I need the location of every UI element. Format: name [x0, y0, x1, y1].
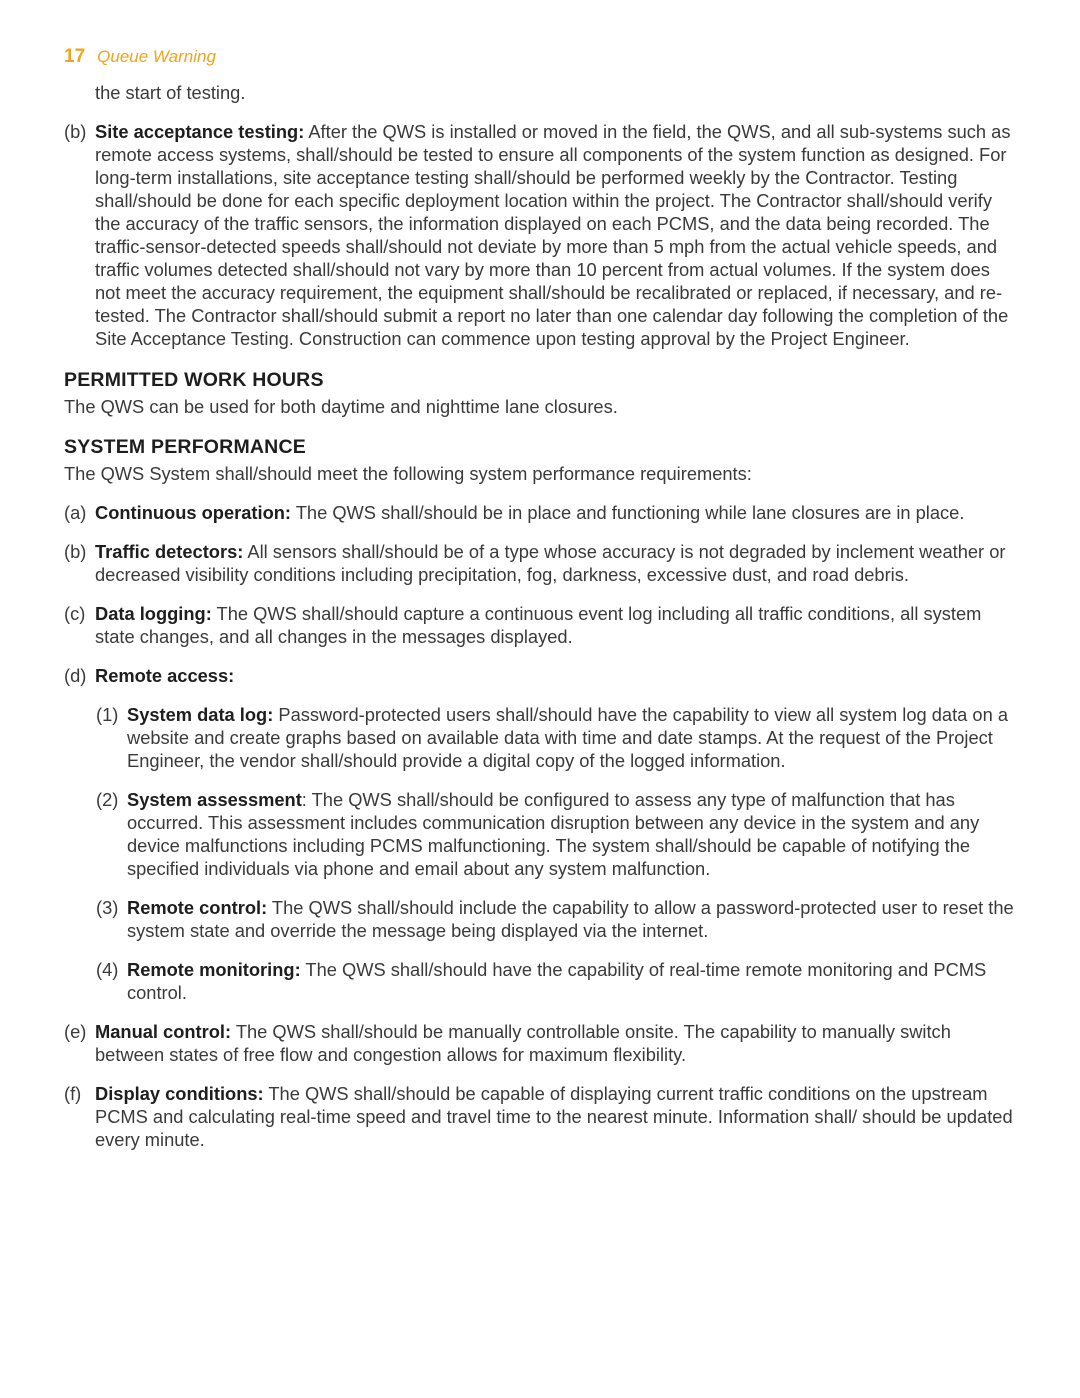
list-marker: (b) [64, 121, 87, 142]
list-item-manual-control [64, 1020, 1020, 1066]
list-item-continuous-operation [64, 501, 1020, 524]
description: The QWS shall/should be in place and functioning while lane closures are in place. [291, 502, 965, 523]
description: Password-protected users shall/should have the capability to view all system log data on a website and create graphs based on available data with time and date stamps. At the request of the Project Engineer, the vendor shall/should provide a digital copy of the logged information. [127, 704, 1008, 771]
list-item-body [95, 602, 1020, 648]
list-item-body [127, 788, 1020, 880]
list-marker: (f) [64, 1083, 82, 1104]
term: Traffic detectors: [95, 541, 244, 562]
list-item-body [95, 540, 1020, 586]
list-marker: (c) [64, 603, 86, 624]
section-heading-permitted-work-hours: PERMITTED WORK HOURS [64, 369, 324, 391]
running-title: Queue Warning [97, 47, 216, 66]
description: All sensors shall/should be of a type whose accuracy is not degraded by inclement weather or decreased visibility conditions including precipitation, fog, darkness, excessive dust, and road debris. [95, 541, 1006, 585]
term: Remote control: [127, 897, 268, 918]
description: : The QWS shall/should be configured to assess any type of malfunction that has occurred. This assessment includes communication disruption between any device in the system and any device malfunctions including PCMS malfunctioning. The system shall/should be capable of notifying the specified individuals via phone and email about any system malfunction. [127, 789, 980, 879]
term: Site acceptance testing: [95, 121, 305, 142]
performance-intro: The QWS System shall/should meet the following system performance requirements: [64, 463, 752, 484]
list-marker: (3) [96, 897, 119, 918]
list-item-body [127, 896, 1020, 942]
sub-item-system-assessment [96, 788, 1020, 880]
term: System data log: [127, 704, 274, 725]
description: The QWS shall/should be capable of displaying current traffic conditions on the upstream PCMS and calculating real-time speed and travel time to the nearest minute. Information shall/ should be updated every minute. [95, 1083, 1013, 1150]
term: Continuous operation: [95, 502, 291, 523]
list-marker: (e) [64, 1021, 87, 1042]
sub-item-remote-control [96, 896, 1020, 942]
continuation-text: the start of testing. [95, 82, 246, 103]
list-item-body [127, 958, 1020, 1004]
page-header [64, 46, 1020, 72]
list-marker: (d) [64, 665, 87, 686]
sub-item-system-data-log [96, 703, 1020, 772]
sub-item-remote-monitoring [96, 958, 1020, 1004]
list-item-body [95, 1020, 1020, 1066]
list-marker: (b) [64, 541, 87, 562]
term: Display conditions: [95, 1083, 264, 1104]
list-marker: (a) [64, 502, 87, 523]
list-item-site-acceptance [64, 120, 1020, 350]
list-item-body [95, 664, 1020, 687]
description: The QWS shall/should be manually controllable onsite. The capability to manually switch between states of free flow and congestion allows for maximum flexibility. [95, 1021, 951, 1065]
term: Remote monitoring: [127, 959, 301, 980]
section-heading-system-performance: SYSTEM PERFORMANCE [64, 436, 306, 458]
permitted-text: The QWS can be used for both daytime and nighttime lane closures. [64, 396, 618, 417]
list-item-body [95, 120, 1020, 350]
list-item-traffic-detectors [64, 540, 1020, 586]
description: After the QWS is installed or moved in the field, the QWS, and all sub-systems such as remote access systems, shall/should be tested to ensure all components of the system function as designed. For long-term installations, site acceptance testing shall/should be performed weekly by the Contractor. Testing shall/should be done for each specific deployment location within the project. The Contractor shall/should verify the accuracy of the traffic sensors, the information displayed on each PCMS, and the data being recorded. The traffic-sensor-detected speeds shall/should not deviate by more than 5 mph from the actual vehicle speeds, and traffic volumes detected shall/should not vary by more than 10 percent from actual volumes. If the system does not meet the accuracy requirement, the equipment shall/should be recalibrated or replaced, if necessary, and re-tested. The Contractor shall/should submit a report no later than one calendar day following the completion of the Site Acceptance Testing. Construction can commence upon testing approval by the Project Engineer. [95, 121, 1011, 349]
list-marker: (2) [96, 789, 119, 810]
list-item-display-conditions [64, 1082, 1020, 1151]
list-item-remote-access [64, 664, 1020, 687]
list-item-body [127, 703, 1020, 772]
description: The QWS shall/should have the capability of real-time remote monitoring and PCMS control. [127, 959, 987, 1003]
term: System assessment [127, 789, 302, 810]
list-item-body [95, 501, 1020, 524]
list-marker: (4) [96, 959, 119, 980]
description: The QWS shall/should capture a continuous event log including all traffic conditions, all system state changes, and all changes in the messages displayed. [95, 603, 982, 647]
page-number: 17 [64, 46, 86, 67]
term: Manual control: [95, 1021, 232, 1042]
term: Remote access: [95, 665, 235, 686]
list-item-data-logging [64, 602, 1020, 648]
list-marker: (1) [96, 704, 119, 725]
description: The QWS shall/should include the capability to allow a password-protected user to reset the system state and override the message being displayed via the internet. [127, 897, 1014, 941]
term: Data logging: [95, 603, 212, 624]
list-item-body [95, 1082, 1020, 1151]
